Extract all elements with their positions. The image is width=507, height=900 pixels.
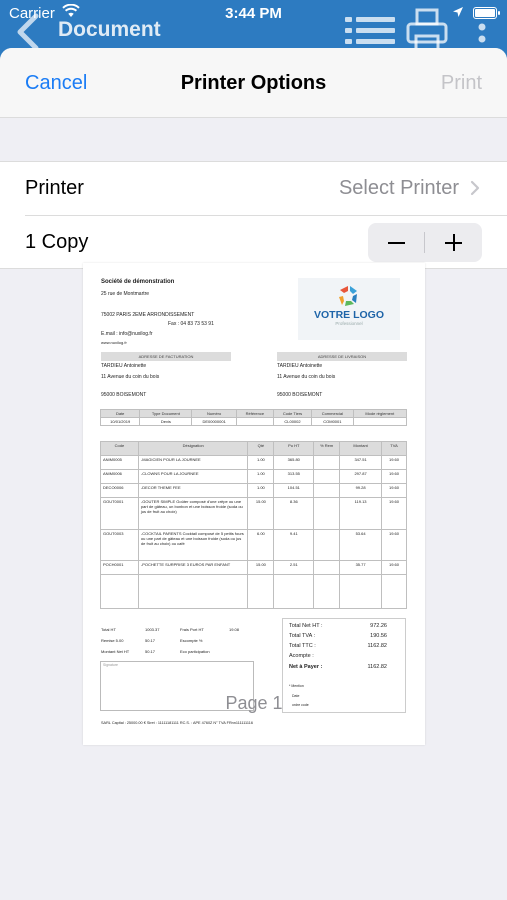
table-row: [101, 498, 407, 530]
total-label: Total TTC :: [289, 643, 316, 649]
info-header: Numéro: [192, 410, 237, 418]
delivery-street: 11 Avenue du coin du bois: [277, 374, 336, 380]
item-qty: 1.00: [248, 456, 274, 470]
table-row: [101, 484, 407, 498]
company-city: 75002 PARIS 2EME ARRONDISSEMENT: [101, 312, 195, 318]
summary-label: Montant Net HT: [101, 649, 130, 654]
sheet-navigation-bar: [0, 48, 507, 118]
total-label: Total TVA :: [289, 633, 316, 639]
item-designation: -DECOR THEME FEE: [138, 484, 248, 498]
item-header: Désignation: [138, 442, 248, 456]
item-code: ANIM0005: [101, 456, 139, 470]
summary-label: Escompte %: [180, 638, 203, 643]
item-code: GOUT0003: [101, 529, 139, 561]
item-rem: [314, 456, 340, 470]
item-qty: 15.00: [248, 561, 274, 575]
note-mention: * Mention: [289, 684, 304, 688]
item-montant: 35.77: [340, 561, 382, 575]
summary-label: Eco participation: [180, 649, 210, 654]
item-montant: 297.87: [340, 470, 382, 484]
note-order: ordre code: [292, 703, 309, 707]
summary-label: Frais Port HT: [180, 627, 204, 632]
table-row: [101, 561, 407, 575]
info-cell: [353, 418, 406, 426]
status-time: 3:44 PM: [225, 5, 282, 22]
item-header: TVA: [382, 442, 407, 456]
item-designation: -COCKTAIL PARENTS Cocktail composé de 5 petits fours ou une part de gâteau et une boisson froide (soda ou jus de fruit au choix) ou café: [138, 529, 248, 561]
item-tva: 19.60: [382, 484, 407, 498]
delivery-name: TARDIEU Antoinette: [277, 363, 323, 369]
info-cell: COM0001: [312, 418, 353, 426]
chevron-right-icon: [470, 180, 480, 196]
list-icon[interactable]: [345, 14, 397, 48]
item-rem: [314, 561, 340, 575]
info-header: Référence: [236, 410, 273, 418]
print-button[interactable]: Print: [440, 72, 482, 94]
copies-label: 1 Copy: [25, 231, 89, 253]
printer-label: Printer: [25, 177, 84, 199]
info-cell: 10/01/2019: [101, 418, 140, 426]
item-code: ANIM0006: [101, 470, 139, 484]
item-qty: 1.00: [248, 470, 274, 484]
total-value: 972.26: [370, 623, 387, 629]
summary-label: Total HT: [101, 627, 116, 632]
total-value: 1162.82: [367, 664, 387, 670]
logo-subtitle: Professionnel: [335, 321, 363, 326]
table-row: [101, 470, 407, 484]
item-header: % Rem: [314, 442, 340, 456]
total-value: 190.56: [370, 633, 387, 639]
item-rem: [314, 470, 340, 484]
item-header: Qté: [248, 442, 274, 456]
item-pu: 104.51: [274, 484, 314, 498]
delivery-city: 95000 BOISEMONT: [277, 392, 323, 398]
item-header: Montant: [340, 442, 382, 456]
cancel-button[interactable]: Cancel: [25, 72, 88, 94]
item-header: Pu HT: [274, 442, 314, 456]
signature-label: Signature: [103, 663, 118, 667]
info-cell: Devis: [140, 418, 192, 426]
logo-mark-icon: [336, 284, 360, 308]
legal-footer: SARL Capital : 25000.00 € Siret : 11111181111 RC.S. : APE 4760Z N° TVA FRnn111111116: [101, 721, 253, 725]
total-label: Net à Payer :: [289, 664, 323, 670]
summary-value: 1003.37: [145, 627, 160, 632]
info-cell: [236, 418, 273, 426]
printer-icon[interactable]: [405, 8, 449, 52]
billing-name: TARDIEU Antoinette: [101, 363, 147, 369]
summary-value: 19.08: [229, 627, 240, 632]
item-designation: -MAGICIEN POUR LA JOURNEE: [138, 456, 248, 470]
page-number-label: Page 1: [225, 693, 283, 713]
billing-address-header: ADRESSE DE FACTURATION: [101, 352, 231, 361]
logo-text: VOTRE LOGO: [313, 309, 384, 321]
item-qty: 6.00: [248, 529, 274, 561]
delivery-address-header: ADRESSE DE LIVRAISON: [277, 352, 407, 361]
table-row-empty: [101, 575, 407, 609]
billing-street: 11 Avenue du coin du bois: [101, 374, 160, 380]
item-rem: [314, 484, 340, 498]
total-label: Total Net HT :: [289, 623, 323, 629]
total-label: Acompte :: [289, 653, 314, 659]
item-pu: 365.80: [274, 456, 314, 470]
printer-row[interactable]: [0, 162, 507, 215]
printer-settings-group: [0, 161, 507, 269]
increment-button[interactable]: [425, 223, 482, 262]
item-rem: [314, 498, 340, 530]
item-pu: 313.55: [274, 470, 314, 484]
location-icon: [452, 6, 464, 18]
info-header: Date: [101, 410, 140, 418]
item-tva: 19.60: [382, 561, 407, 575]
info-cell: DE00000001: [192, 418, 237, 426]
item-montant: 53.64: [340, 529, 382, 561]
info-header: Mode règlement: [353, 410, 406, 418]
item-montant: 119.13: [340, 498, 382, 530]
page-preview[interactable]: [83, 263, 425, 745]
company-website: www.nuxilog.fr: [101, 340, 127, 345]
document-info-table: [100, 409, 407, 426]
back-chevron-icon[interactable]: [12, 12, 42, 52]
item-code: DECO0006: [101, 484, 139, 498]
item-tva: 19.60: [382, 470, 407, 484]
company-name: Société de démonstration: [101, 279, 175, 285]
total-value: 1162.82: [367, 643, 387, 649]
table-row: [101, 456, 407, 470]
info-header: Type Document: [140, 410, 192, 418]
item-header: Code: [101, 442, 139, 456]
item-pu: 8.36: [274, 498, 314, 530]
info-cell: CL00002: [273, 418, 311, 426]
item-code: GOUT0001: [101, 498, 139, 530]
item-designation: -POCHETTE SURPRISE 3 EUROS PAR ENFANT: [138, 561, 248, 575]
item-montant: 347.51: [340, 456, 382, 470]
info-header: Code Tiers: [273, 410, 311, 418]
item-tva: 19.60: [382, 498, 407, 530]
info-header: Commercial: [312, 410, 353, 418]
company-street: 25 rue de Montmartre: [101, 291, 150, 297]
summary-label: Remise 5.00: [101, 638, 124, 643]
item-montant: 99.28: [340, 484, 382, 498]
company-fax: Fax : 04 83 73 53 91: [168, 321, 214, 327]
items-table: [100, 441, 407, 609]
copies-row: [0, 216, 507, 269]
carrier-label: Carrier: [9, 5, 55, 22]
select-printer-value: Select Printer: [338, 177, 459, 199]
sheet-title: Printer Options: [180, 72, 327, 94]
item-qty: 1.00: [248, 484, 274, 498]
company-logo: [298, 278, 400, 340]
item-pu: 2.51: [274, 561, 314, 575]
app-title: Document: [58, 18, 161, 41]
billing-city: 95000 BOISEMONT: [101, 392, 147, 398]
table-row: [101, 529, 407, 561]
item-code: POCH0001: [101, 561, 139, 575]
item-pu: 9.41: [274, 529, 314, 561]
note-date: Date: [292, 694, 300, 698]
item-tva: 19.60: [382, 529, 407, 561]
company-email: E.mail : info@nuxilog.fr: [101, 331, 153, 337]
battery-tip: [498, 11, 500, 15]
item-qty: 15.00: [248, 498, 274, 530]
item-rem: [314, 529, 340, 561]
battery-icon: [473, 7, 497, 19]
copies-stepper: [368, 223, 482, 262]
item-designation: -GOUTER SIMPLE Goûter composé d'une crêpe ou une part de gâteau, un bonbon et une boisson froide (soda ou jus de fruit au choix): [138, 498, 248, 530]
item-tva: 19.60: [382, 456, 407, 470]
summary-value: 50.17: [145, 638, 156, 643]
decrement-button[interactable]: [368, 223, 425, 262]
item-designation: -CLOWNS POUR LA JOURNEE: [138, 470, 248, 484]
summary-value: 50.17: [145, 649, 156, 654]
